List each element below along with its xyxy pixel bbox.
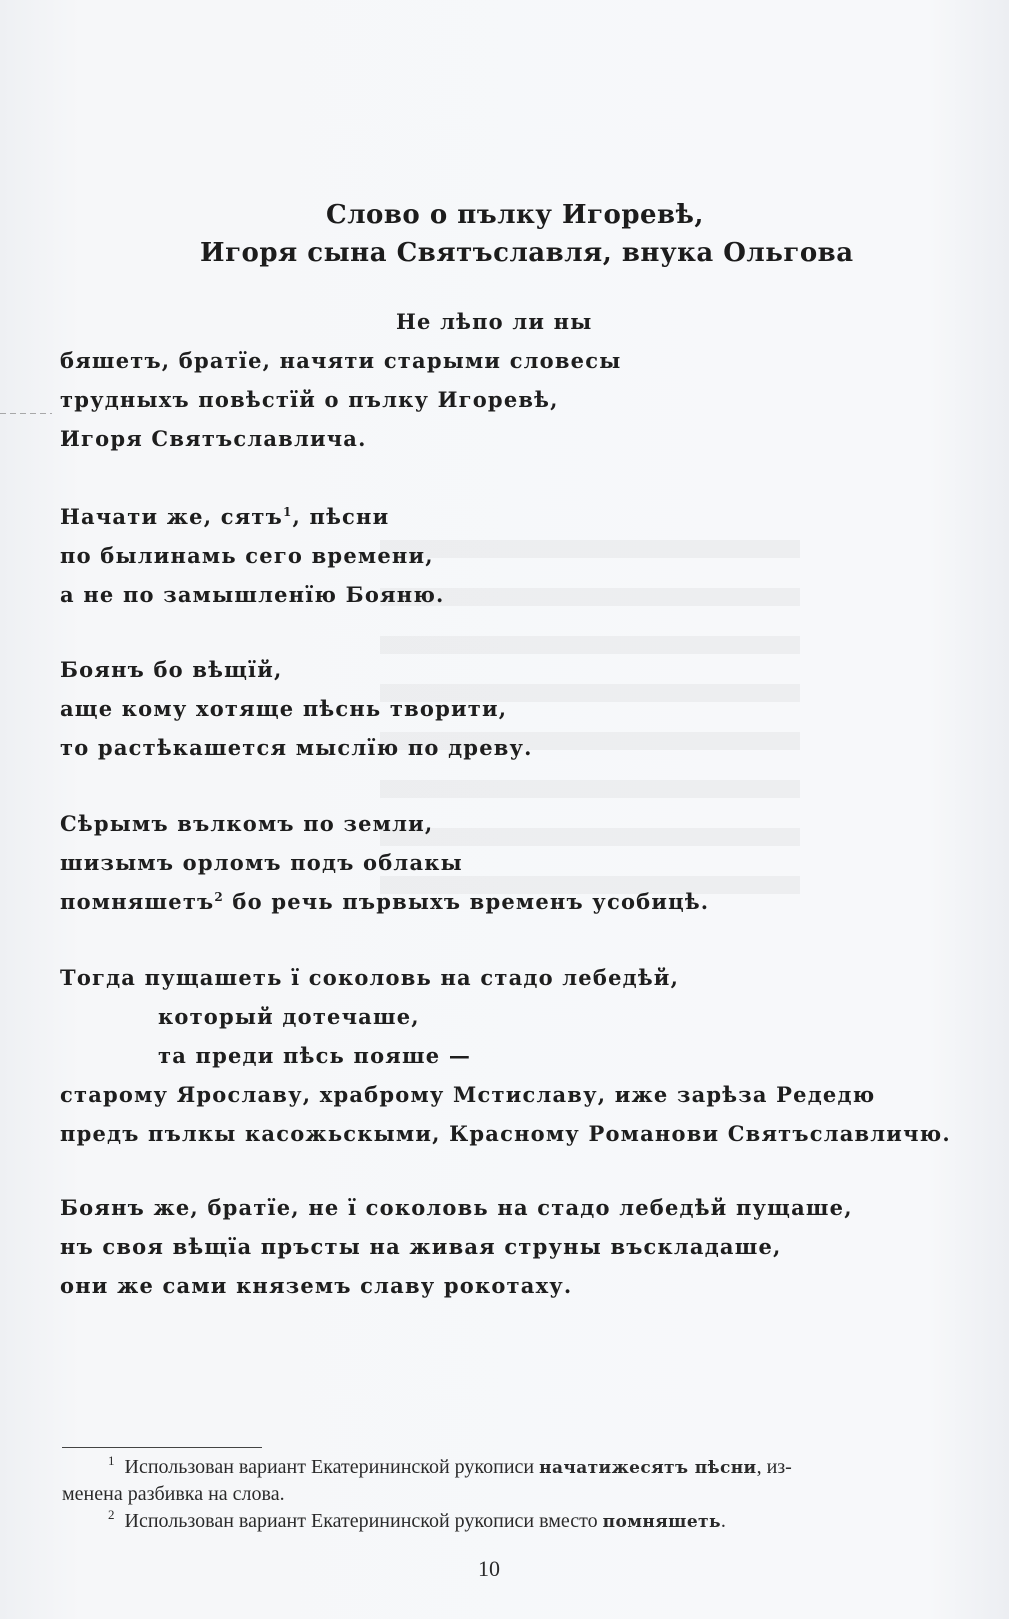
verse-line: та преди пѣсь пояше — xyxy=(158,1043,472,1068)
footnote-divider xyxy=(62,1447,262,1448)
verse-line: аще кому хотяще пѣснь творити, xyxy=(60,696,508,721)
footnote-text: Использован вариант Екатерининской рукописи вместо xyxy=(124,1510,603,1532)
footnote-ref[interactable]: 1 xyxy=(282,505,293,519)
verse-text: бо речь първыхъ временъ усобицѣ. xyxy=(223,889,710,914)
footnote-2 xyxy=(108,1507,726,1533)
verse-line: нъ своя вѣщïа пръсты на живая струны въскладаше, xyxy=(60,1234,782,1259)
verse-line: а не по замышленïю Бояню. xyxy=(60,582,445,607)
footnote-text: Использован вариант Екатерининской рукописи xyxy=(124,1456,540,1478)
verse-line xyxy=(60,891,709,912)
verse-text: помняшетъ xyxy=(60,889,215,914)
footnote-number: 2 xyxy=(108,1507,115,1523)
verse-line xyxy=(60,506,389,527)
verse-line: то растѣкашется мыслïю по древу. xyxy=(60,735,533,760)
footnote-1 xyxy=(108,1453,792,1479)
verse-line: бяшетъ, братïе, начяти старыми словесы xyxy=(60,348,622,373)
verse-line: по былинамь сего времени, xyxy=(60,543,434,568)
verse-text: Начати же, сятъ xyxy=(60,504,283,529)
verse-line: Не лѣпо ли ны xyxy=(396,309,593,334)
verse-text: , пѣсни xyxy=(292,504,390,529)
title-line-1: Слово о пълку Игоревѣ, xyxy=(326,200,704,230)
footnote-number: 1 xyxy=(108,1453,115,1469)
footnote-text: , из- xyxy=(756,1456,792,1478)
verse-line: они же сами княземъ славу рокотаху. xyxy=(60,1273,573,1298)
margin-mark xyxy=(0,413,52,414)
page-number: 10 xyxy=(478,1556,500,1581)
verse-line: который дотечаше, xyxy=(158,1004,420,1029)
verse-line: предъ пълкы касожьскыми, Красному Романови Святъславличю. xyxy=(60,1121,951,1146)
verse-line: старому Ярославу, храброму Мстиславу, иже зарѣза Редедю xyxy=(60,1082,876,1107)
footnote-ref[interactable]: 2 xyxy=(214,890,224,904)
verse-line: трудныхъ повѣстïй о пълку Игоревѣ, xyxy=(60,387,559,412)
verse-line: Боянъ бо вѣщïй, xyxy=(60,657,283,682)
verse-line: Игоря Святъславлича. xyxy=(60,426,367,451)
title-line-2: Игоря сына Святъславля, внука Ольгова xyxy=(200,238,854,268)
footnote-1-continuation: менена разбивка на слова. xyxy=(62,1483,285,1505)
verse-line: Боянъ же, братïе, не ї соколовь на стадо лебедѣй пущаше, xyxy=(60,1195,853,1220)
footnote-slavonic-text: помняшеть xyxy=(602,1512,721,1532)
verse-line: шизымъ орломъ подъ облакы xyxy=(60,850,463,875)
verse-line: Тогда пущашеть ї соколовь на стадо лебедѣй, xyxy=(60,965,680,990)
footnote-slavonic-text: начатижесятъ пѣсни xyxy=(539,1458,757,1478)
footnote-text: . xyxy=(720,1510,726,1532)
verse-line: Сѣрымъ вълкомъ по земли, xyxy=(60,811,434,836)
